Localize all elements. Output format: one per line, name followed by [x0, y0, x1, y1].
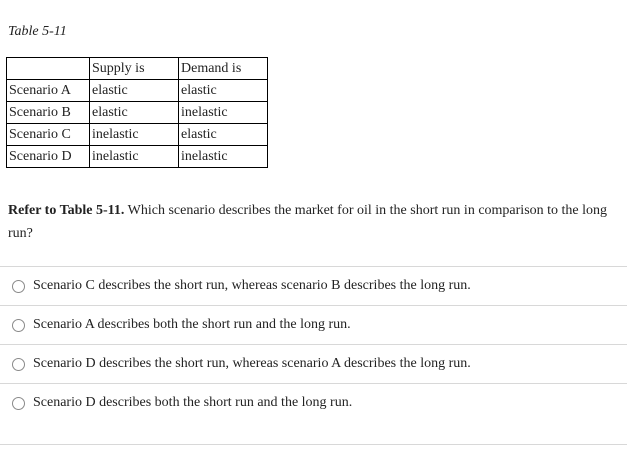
table-row	[7, 102, 268, 124]
answer-option-label: Scenario D describes the short run, whereas scenario A describes the long run.	[33, 356, 471, 371]
demand-cell: inelastic	[179, 102, 268, 124]
answer-option[interactable]	[0, 344, 627, 383]
elasticity-table	[6, 57, 268, 168]
supply-cell: elastic	[90, 102, 179, 124]
scenario-label: Scenario A	[7, 80, 90, 102]
header-cell-supply: Supply is	[90, 58, 179, 80]
radio-button-icon[interactable]	[12, 319, 25, 332]
table-header-row	[7, 58, 268, 80]
divider	[0, 444, 627, 445]
radio-button-icon[interactable]	[12, 280, 25, 293]
answer-option[interactable]	[0, 305, 627, 344]
radio-button-icon[interactable]	[12, 397, 25, 410]
supply-cell: elastic	[90, 80, 179, 102]
scenario-label: Scenario C	[7, 124, 90, 146]
header-cell-empty	[7, 58, 90, 80]
supply-cell: inelastic	[90, 124, 179, 146]
answer-option[interactable]	[0, 383, 627, 422]
table-row	[7, 146, 268, 168]
answer-options	[0, 266, 627, 422]
demand-cell: elastic	[179, 124, 268, 146]
header-cell-demand: Demand is	[179, 58, 268, 80]
answer-option[interactable]	[0, 266, 627, 305]
question-body: Which scenario describes the market for oil in the short run in comparison to the long run?	[8, 203, 608, 241]
scenario-label: Scenario B	[7, 102, 90, 124]
answer-option-label: Scenario D describes both the short run and the long run.	[33, 395, 353, 410]
radio-button-icon[interactable]	[12, 358, 25, 371]
table-row	[7, 124, 268, 146]
answer-option-label: Scenario A describes both the short run and the long run.	[33, 317, 351, 332]
table-row	[7, 80, 268, 102]
supply-cell: inelastic	[90, 146, 179, 168]
demand-cell: inelastic	[179, 146, 268, 168]
scenario-label: Scenario D	[7, 146, 90, 168]
table-caption: Table 5-11	[8, 24, 67, 39]
question-text	[8, 199, 623, 245]
question-reference: Refer to Table 5-11.	[8, 203, 125, 218]
answer-option-label: Scenario C describes the short run, whereas scenario B describes the long run.	[33, 278, 471, 293]
demand-cell: elastic	[179, 80, 268, 102]
